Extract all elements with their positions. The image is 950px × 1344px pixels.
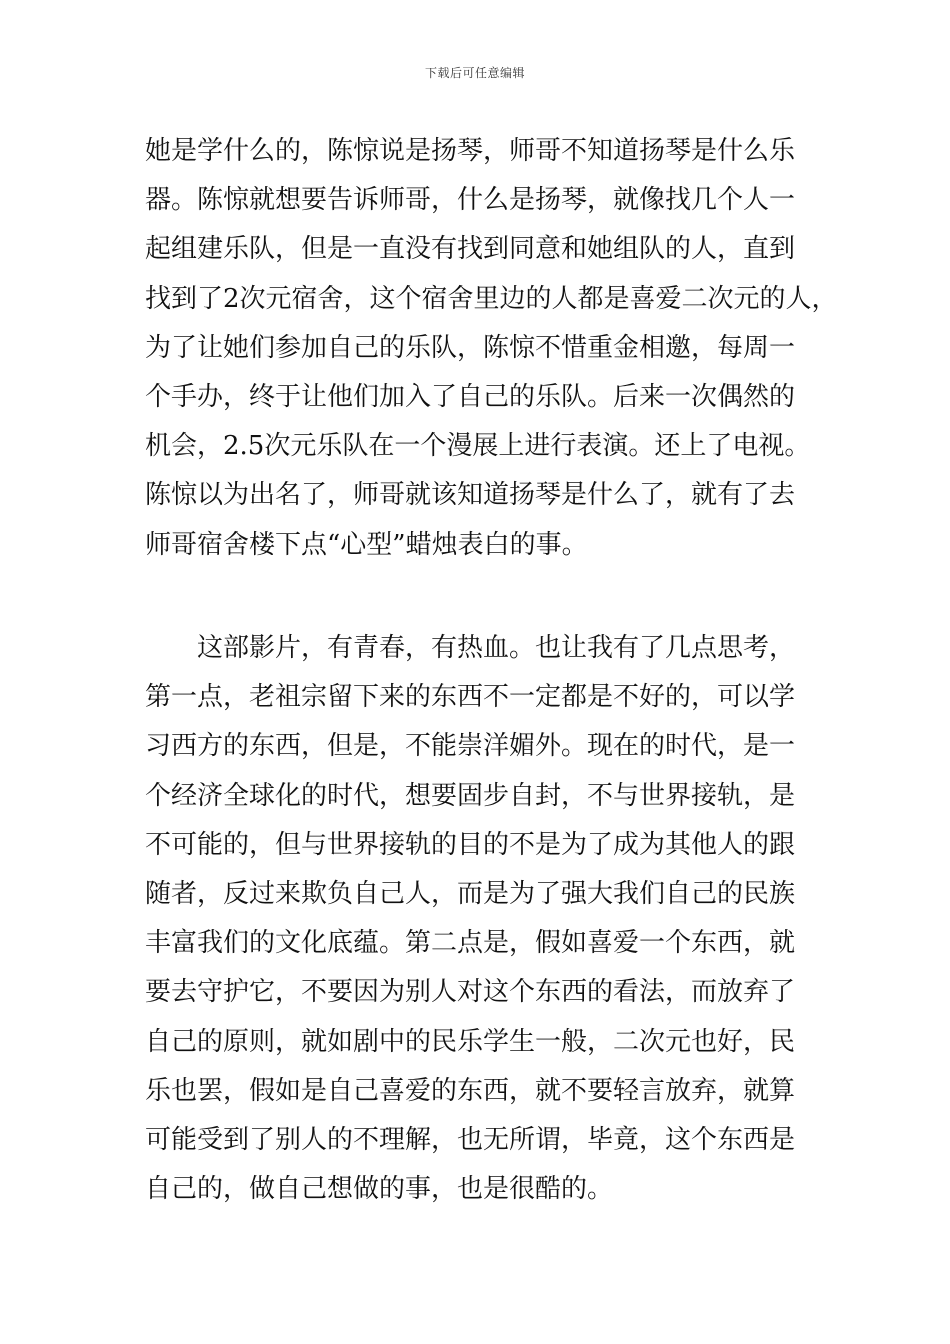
paragraph-first-line: 这部影片，有青春，有热血。也让我有了几点思考， (197, 633, 796, 663)
paragraph-line: 个经济全球化的时代，想要固步自封，不与世界接轨，是 (145, 780, 796, 811)
paragraph-line: 要去守护它，不要因为别人对这个东西的看法，而放弃了 (145, 977, 796, 1008)
paragraph-line: 个手办，终于让他们加入了自己的乐队。后来一次偶然的 (145, 381, 796, 412)
paragraph-line: 随者，反过来欺负自己人，而是为了强大我们自己的民族 (145, 878, 796, 909)
paragraph-line: 不可能的，但与世界接轨的目的不是为了成为其他人的跟 (145, 829, 796, 860)
paragraph-line: 第一点，老祖宗留下来的东西不一定都是不好的，可以学 (145, 682, 796, 713)
page-header-note: 下载后可任意编辑 (424, 66, 525, 80)
paragraph-line: 器。陈惊就想要告诉师哥，什么是扬琴，就像找几个人一 (145, 185, 796, 216)
paragraph-line: 乐也罢，假如是自己喜爱的东西，就不要轻言放弃，就算 (145, 1075, 796, 1106)
paragraph-line: 她是学什么的，陈惊说是扬琴，师哥不知道扬琴是什么乐 (145, 136, 796, 166)
paragraph-line: 自己的原则，就如剧中的民乐学生一般，二次元也好，民 (145, 1026, 796, 1057)
paragraph-line: 陈惊以为出名了，师哥就该知道扬琴是什么了，就有了去 (145, 480, 796, 511)
paragraph-line: 习西方的东西，但是，不能崇洋媚外。现在的时代，是一 (145, 731, 796, 762)
paragraph-line: 为了让她们参加自己的乐队，陈惊不惜重金相邀，每周一 (145, 332, 796, 363)
paragraph-1 (145, 127, 838, 570)
paragraph-line: 丰富我们的文化底蕴。第二点是，假如喜爱一个东西，就 (145, 928, 796, 959)
paragraph-2 (145, 624, 815, 1214)
paragraph-line: 自己的，做自己想做的事，也是很酷的。 (145, 1174, 614, 1205)
paragraph-line: 起组建乐队，但是一直没有找到同意和她组队的人，直到 (145, 234, 796, 265)
paragraph-line: 机会，2.5次元乐队在一个漫展上进行表演。还上了电视。 (145, 431, 811, 462)
paragraph-line: 师哥宿舍楼下点“心型”蜡烛表白的事。 (145, 529, 588, 560)
paragraph-line: 找到了2次元宿舍，这个宿舍里边的人都是喜爱二次元的人， (145, 283, 838, 314)
paragraph-line: 可能受到了别人的不理解，也无所谓，毕竟，这个东西是 (145, 1124, 796, 1155)
